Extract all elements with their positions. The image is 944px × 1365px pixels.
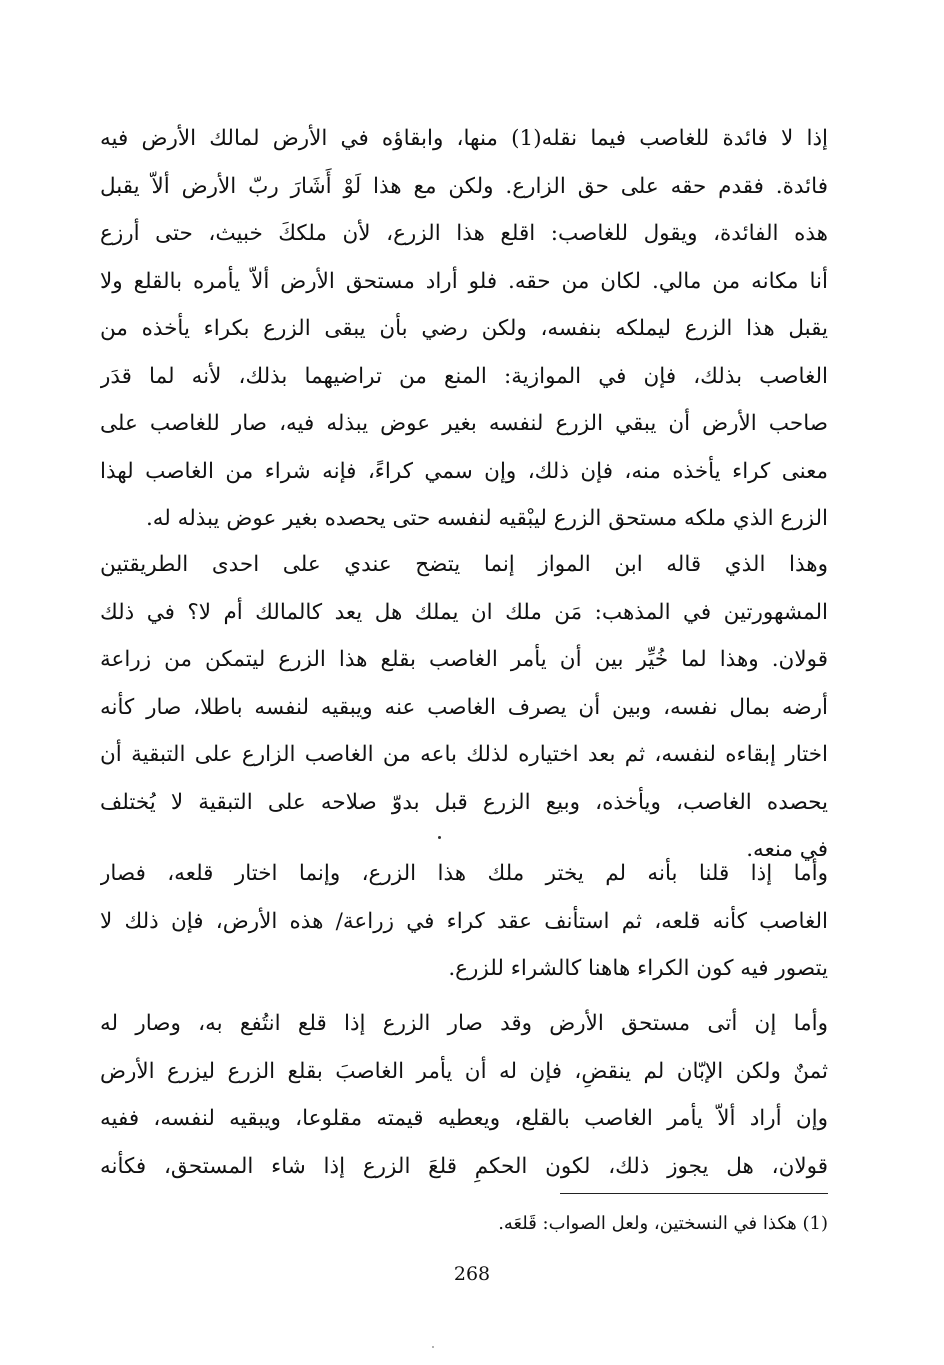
text-line: الغاصب بذلك، فإن في الموازية: المنع من تراضيهما بذلك، لأنه لما قدَر <box>100 363 828 389</box>
text-line: وأما إذا قلنا بأنه لم يختر ملك هذا الزرع، وإنما اختار قلعه، فصار <box>100 861 828 886</box>
text-line: هذه الفائدة، ويقول للغاصب: اقلع هذا الزرع، لأن ملككَ خبيث، حتى أرزع <box>100 221 828 246</box>
text-line: وأما إن أتى مستحق الأرض وقد صار الزرع إذا قلع انتُفع به، وصار له <box>100 1011 828 1036</box>
text-line: وإن أراد ألاّ يأمر الغاصب بالقلع، ويعطيه قيمته مقلوعا، ويبقيه لنفسه، ففيه <box>100 1106 828 1131</box>
text-line: أنا مكانه من مالي. لكان من حقه. فلو أراد مستحق الأرض ألاّ يأمره بالقلع ولا <box>100 268 828 294</box>
paragraph-4 <box>100 1000 828 1190</box>
text-line: أرضه بمال نفسه، وبين أن يصرف الغاصب عنه ويبقيه لنفسه باطلا، صار كأنه <box>100 694 828 720</box>
text-line: يحصده الغاصب، ويأخذه، وبيع الزرع قبل بدوّ صلاحه على التبقية لا يُختلف <box>100 789 828 815</box>
text-line: الزرع الذي ملكه مستحق الزرع ليبْقيه لنفسه حتى يحصده بغير عوض يبذله له. <box>145 506 828 531</box>
text-line: معنى كراء يأخذه منه، فإن ذلك، وإن سمي كراءً، فإنه شراء من الغاصب لهذا <box>100 458 828 484</box>
footnote: (1) هكذا في النسختين، ولعل الصواب: قَلعَه. <box>498 1213 828 1234</box>
text-line: فائدة. فقدم حقه على حق الزارع. ولكن مع هذا لَوْ أَشَارَ ربّ الأرض ألاّ يقبل <box>100 173 828 199</box>
text-line: قولان، هل يجوز ذلك، لكون الحكمِ قلعَ الزرع إذا شاء المستحق، فكأنه <box>100 1153 828 1179</box>
paragraph-3 <box>100 850 828 993</box>
text-line: يقبل هذا الزرع ليملكه بنفسه، ولكن رضي بأن يبقى الزرع بكراء يأخذه من <box>100 316 828 341</box>
paragraph-1 <box>100 115 828 543</box>
page-number: 268 <box>453 1263 491 1285</box>
text-line: إذا لا فائدة للغاصب فيما نقله(1) منها، وابقاؤه في الأرض لمالك الأرض فيه <box>100 126 828 151</box>
text-line: وهذا الذي قاله ابن المواز إنما يتضح عندي على احدى الطريقتين <box>100 552 828 577</box>
footnote-divider <box>560 1193 828 1194</box>
text-line: اختار إبقاءه لنفسه، ثم بعد اختياره لذلك باعه من الغاصب الزارع على التبقية أن <box>100 742 828 767</box>
text-line: صاحب الأرض أن يبقي الزرع لنفسه بغير عوض يبذله فيه، صار للغاصب على <box>100 411 828 436</box>
text-line: ثمنٌ ولكن الإبّان لم ينقضِ، فإن له أن يأمر الغاصبَ بقلع الزرع ليزرع الأرض <box>100 1058 828 1084</box>
scan-speck <box>432 1346 434 1348</box>
text-line: قولان. وهذا لما خُيِّر بين أن يأمر الغاصب بقلع هذا الزرع ليتمكن من زراعة <box>100 647 828 672</box>
paragraph-2 <box>100 541 828 874</box>
scan-speck <box>438 836 441 839</box>
text-line: المشهورتين في المذهب: مَن ملك ان يملك هل يعد كالمالك أم لا؟ في ذلك <box>100 599 828 625</box>
text-line: الغاصب كأنه قلعه، ثم استأنف عقد كراء في زراعة/ هذه الأرض، فإن ذلك لا <box>100 908 828 934</box>
text-line: في منعه. <box>746 837 828 862</box>
text-line: يتصور فيه كون الكراء هاهنا كالشراء للزرع. <box>448 956 828 981</box>
